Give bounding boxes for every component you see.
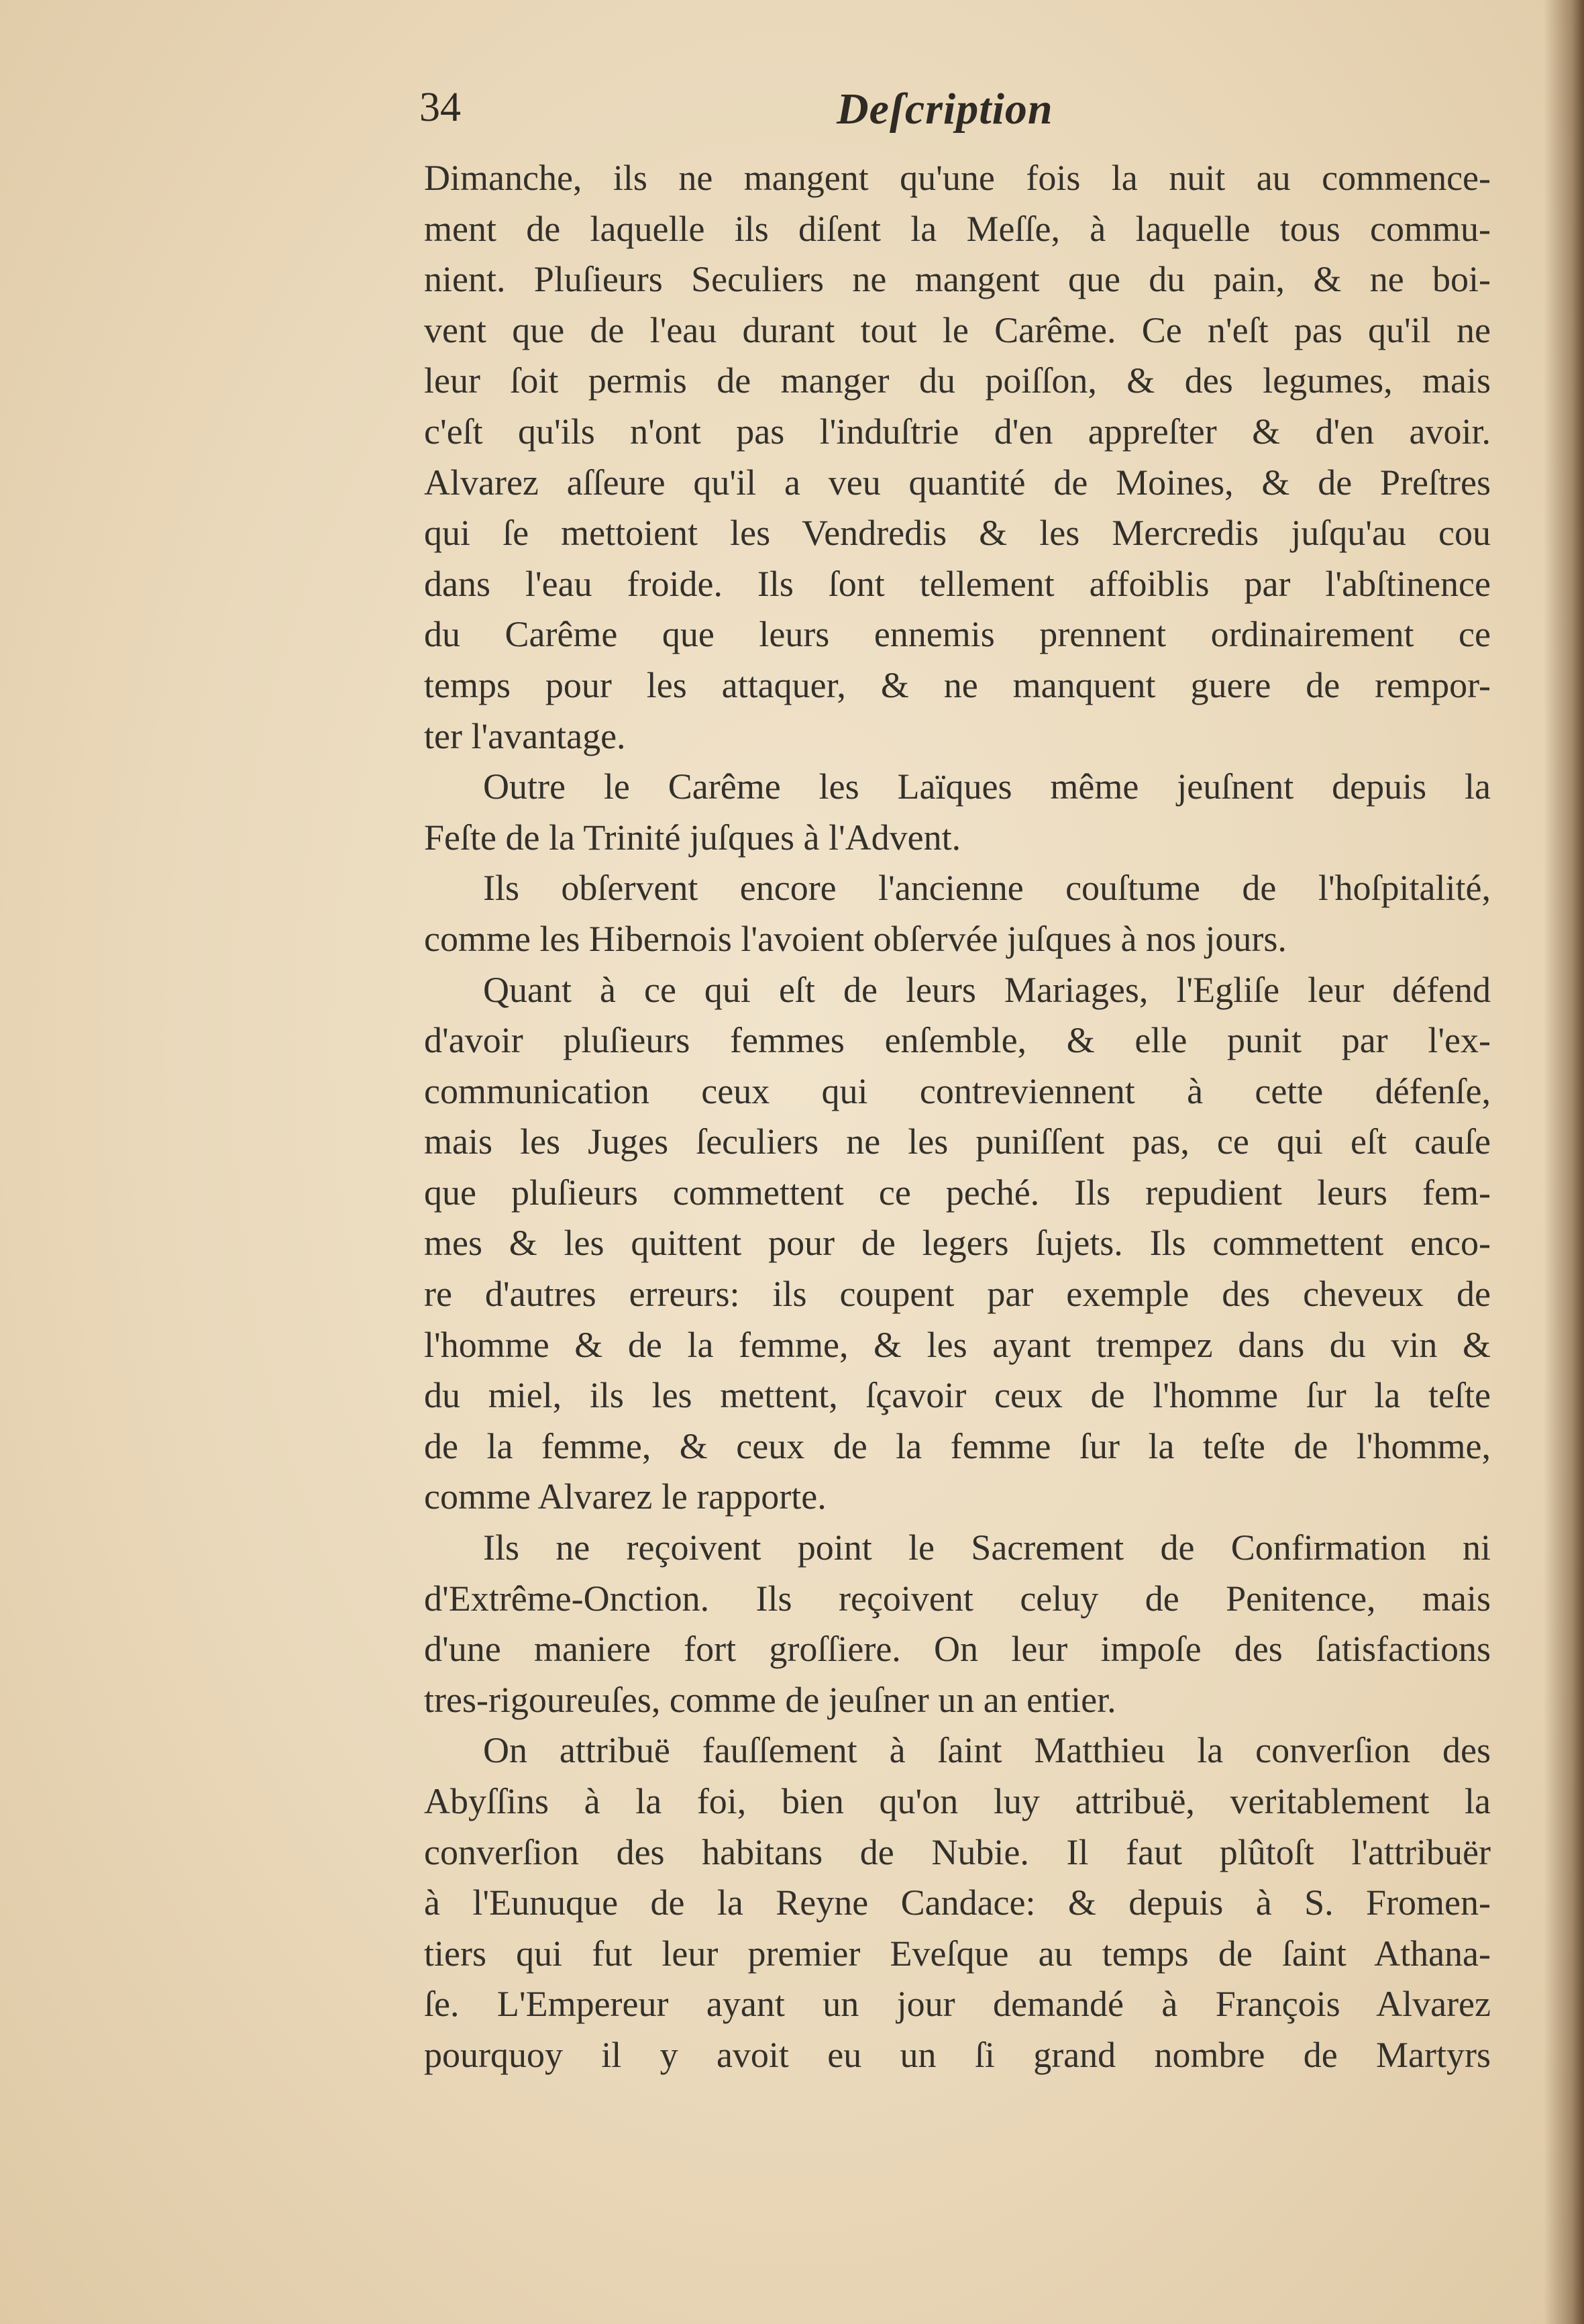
running-head: Deſcription <box>837 85 1053 134</box>
text-line: Dimanche, ils ne mangent qu'une fois la nuit au commence- <box>424 158 1491 198</box>
text-line: Abyſſins à la foi, bien qu'on luy attribuë, veritablement la <box>424 1781 1491 1821</box>
text-line: qui ſe mettoient les Vendredis & les Mercredis juſqu'au cou <box>424 513 1491 554</box>
text-line: l'homme & de la femme, & les ayant trempez dans du vin & <box>424 1324 1491 1365</box>
text-line: converſion des habitans de Nubie. Il faut plûtoſt l'attribuër <box>424 1831 1491 1872</box>
text-line: ſe. L'Empereur ayant un jour demandé à François Alvarez <box>424 1984 1491 2025</box>
text-line: nient. Pluſieurs Seculiers ne mangent que du pain, & ne boi- <box>424 259 1491 300</box>
text-line: leur ſoit permis de manger du poiſſon, & des legumes, mais <box>424 360 1491 401</box>
text-line: de la femme, & ceux de la femme ſur la teſte de l'homme, <box>424 1425 1491 1466</box>
body-text <box>424 153 1491 2081</box>
text-line: d'avoir pluſieurs femmes enſemble, & elle punit par l'ex- <box>424 1020 1491 1061</box>
text-line: comme Alvarez le rapporte. <box>424 1476 827 1517</box>
text-line: c'eſt qu'ils n'ont pas l'induſtrie d'en appreſter & d'en avoir. <box>424 411 1491 452</box>
text-line: Outre le Carême les Laïques même jeuſnent depuis la <box>483 766 1491 807</box>
text-line: Ils obſervent encore l'ancienne couſtume de l'hoſpitalité, <box>483 868 1491 909</box>
page-number: 34 <box>419 85 461 130</box>
text-line: d'une maniere fort groſſiere. On leur impoſe des ſatisfactions <box>424 1629 1491 1670</box>
text-line: d'Extrême-Onction. Ils reçoivent celuy de Penitence, mais <box>424 1578 1491 1619</box>
text-line: ter l'avantage. <box>424 715 626 756</box>
text-line: mais les Juges ſeculiers ne les puniſſent pas, ce qui eſt cauſe <box>424 1121 1491 1162</box>
text-line: Feſte de la Trinité juſques à l'Advent. <box>424 817 961 858</box>
text-line: mes & les quittent pour de legers ſujets. Ils commettent enco- <box>424 1223 1491 1264</box>
text-line: temps pour les attaquer, & ne manquent guere de rempor- <box>424 664 1491 705</box>
text-line: vent que de l'eau durant tout le Carême. Ce n'eſt pas qu'il ne <box>424 309 1491 350</box>
text-line: que pluſieurs commettent ce peché. Ils repudient leurs fem- <box>424 1172 1491 1213</box>
text-line: communication ceux qui contreviennent à cette défenſe, <box>424 1070 1491 1111</box>
text-line: Ils ne reçoivent point le Sacrement de Confirmation ni <box>483 1527 1491 1568</box>
text-line: du Carême que leurs ennemis prennent ordinairement ce <box>424 614 1491 655</box>
text-line: tiers qui fut leur premier Eveſque au temps de ſaint Athana- <box>424 1933 1491 1974</box>
text-line: du miel, ils les mettent, ſçavoir ceux de l'homme ſur la teſte <box>424 1375 1491 1416</box>
page-header <box>419 84 1392 138</box>
text-line: comme les Hibernois l'avoient obſervée juſques à nos jours. <box>424 918 1287 959</box>
text-line: On attribuë fauſſement à ſaint Matthieu la converſion des <box>483 1730 1491 1771</box>
text-line: Alvarez aſſeure qu'il a veu quantité de Moines, & de Preſtres <box>424 462 1491 503</box>
text-line: dans l'eau froide. Ils ſont tellement affoiblis par l'abſtinence <box>424 563 1491 604</box>
text-line: à l'Eunuque de la Reyne Candace: & depuis à S. Fromen- <box>424 1882 1491 1923</box>
text-line: Quant à ce qui eſt de leurs Mariages, l'Egliſe leur défend <box>483 969 1491 1010</box>
text-line: ment de laquelle ils diſent la Meſſe, à laquelle tous commu- <box>424 208 1491 249</box>
page-gutter-shadow <box>1544 0 1584 2324</box>
text-line: re d'autres erreurs: ils coupent par exemple des cheveux de <box>424 1274 1491 1315</box>
text-line: pourquoy il y avoit eu un ſi grand nombre de Martyrs <box>424 2034 1491 2075</box>
text-line: tres-rigoureuſes, comme de jeuſner un an entier. <box>424 1679 1116 1720</box>
